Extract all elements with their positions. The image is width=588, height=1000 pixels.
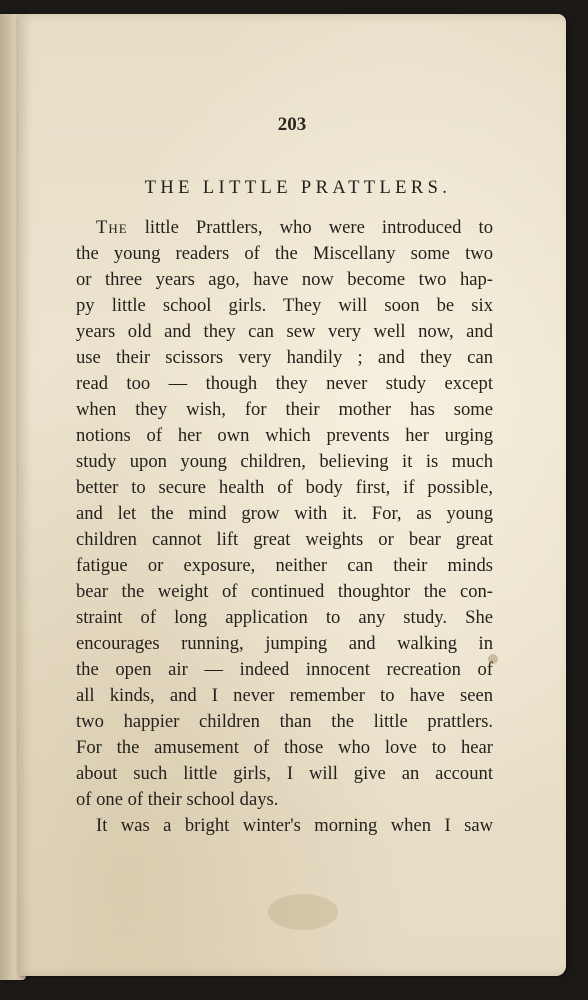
line-text: little Prattlers, who were introduced to bbox=[127, 217, 493, 238]
text-line: all kinds, and I never remember to have seen bbox=[76, 685, 493, 706]
foxing-stain bbox=[268, 894, 338, 930]
drop-word: The bbox=[96, 217, 128, 238]
text-line: children cannot lift great weights or bear great bbox=[76, 529, 493, 550]
text-line: For the amusement of those who love to hear bbox=[76, 737, 493, 758]
text-line: encourages running, jumping and walking in bbox=[76, 633, 493, 654]
book-page bbox=[18, 14, 566, 976]
text-line: about such little girls, I will give an account bbox=[76, 763, 493, 784]
text-line: bear the weight of continued thoughtor the con- bbox=[76, 581, 493, 602]
text-line: straint of long application to any study. She bbox=[76, 607, 493, 628]
chapter-title: THE LITTLE PRATTLERS. bbox=[144, 178, 452, 198]
text-line: years old and they can sew very well now, and bbox=[76, 321, 493, 342]
text-line: use their scissors very handily ; and they can bbox=[76, 347, 493, 368]
text-line: the young readers of the Miscellany some two bbox=[76, 243, 493, 264]
text-line: and let the mind grow with it. For, as young bbox=[76, 503, 493, 524]
text-line: study upon young children, believing it is much bbox=[76, 451, 493, 472]
text-line: notions of her own which prevents her urging bbox=[76, 425, 493, 446]
text-line: py little school girls. They will soon be six bbox=[76, 295, 493, 316]
text-line: fatigue or exposure, neither can their minds bbox=[76, 555, 493, 576]
text-line: the open air — indeed innocent recreation of bbox=[76, 659, 493, 680]
text-line: when they wish, for their mother has some bbox=[76, 399, 493, 420]
text-line: two happier children than the little prattlers. bbox=[76, 711, 493, 732]
text-line: of one of their school days. bbox=[76, 789, 279, 810]
text-line: better to secure health of body first, if possible, bbox=[76, 477, 493, 498]
text-line: It was a bright winter's morning when I saw bbox=[96, 815, 493, 836]
text-line: read too — though they never study except bbox=[76, 373, 493, 394]
text-line bbox=[96, 217, 493, 239]
page-number: 203 bbox=[277, 114, 307, 135]
text-line: or three years ago, have now become two hap- bbox=[76, 269, 493, 290]
